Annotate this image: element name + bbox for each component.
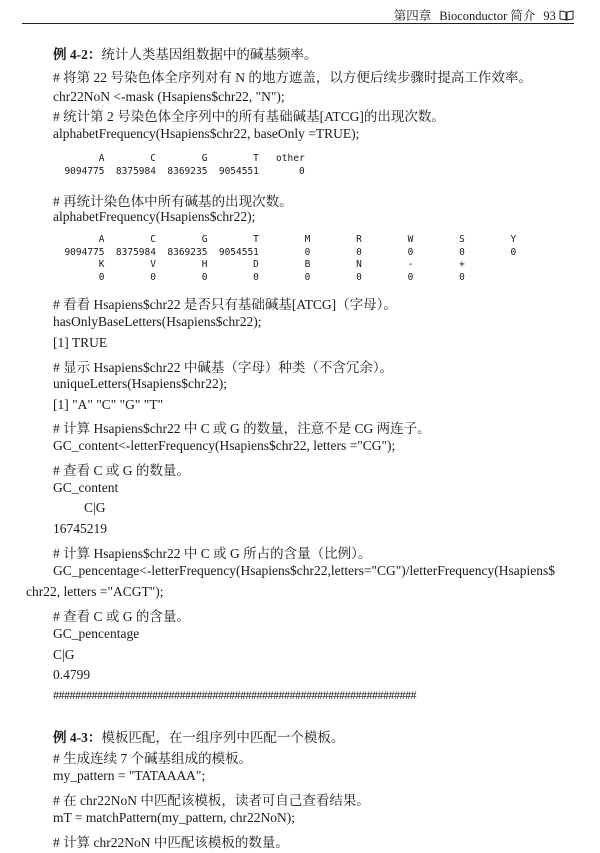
- code-comment: # 计算 Hsapiens$chr22 中 C 或 G 的数量，注意不是 CG 两连子。: [53, 421, 431, 436]
- code-comment: # 显示 Hsapiens$chr22 中碱基（字母）种类（不含冗余）。: [53, 360, 394, 375]
- code-line: my_pattern = "TATAAAA";: [53, 768, 206, 783]
- code-comment: # 查看 C 或 G 的数量。: [53, 463, 190, 478]
- freq-table-2-row: K V H D B N - +: [53, 259, 465, 270]
- code-comment: # 再统计染色体中所有碱基的出现次数。: [53, 194, 293, 209]
- code-line-continued: chr22, letters ="ACGT");: [26, 584, 164, 599]
- freq-table-1-values: 9094775 8375984 8369235 9054551 0: [53, 166, 305, 177]
- freq-table-2-row: A C G T M R W S Y: [53, 234, 517, 245]
- code-line: alphabetFrequency(Hsapiens$chr22);: [53, 209, 256, 224]
- code-line: uniqueLetters(Hsapiens$chr22);: [53, 376, 227, 391]
- code-output: 0.4799: [53, 667, 91, 682]
- code-output: [1] "A" "C" "G" "T": [53, 397, 164, 412]
- freq-table-2-row: 0 0 0 0 0 0 0 0: [53, 272, 465, 283]
- page-number: 93: [543, 9, 556, 23]
- code-line: GC_pencentage<-letterFrequency(Hsapiens$chr22,letters="CG")/letterFrequency(Hsapiens$: [53, 563, 555, 578]
- code-output-label: C|G: [53, 647, 75, 662]
- example-4-2-heading: [53, 43, 317, 63]
- code-line: mT = matchPattern(my_pattern, chr22NoN);: [53, 810, 296, 825]
- example-label: 例 4-3：: [53, 730, 102, 745]
- code-comment: # 生成连续 7 个碱基组成的模板。: [53, 751, 253, 766]
- code-line: GC_pencentage: [53, 626, 140, 641]
- chapter-title: Bioconductor 简介: [439, 9, 536, 23]
- code-line: GC_content<-letterFrequency(Hsapiens$chr22, letters ="CG");: [53, 438, 396, 453]
- chapter-label: 第四章: [393, 9, 432, 23]
- book-icon: [559, 10, 574, 21]
- freq-table-1-header: A C G T other: [53, 153, 305, 164]
- code-line: GC_content: [53, 480, 119, 495]
- code-comment: # 将第 22 号染色体全序列对有 N 的地方遮盖，以方便后续步骤时提高工作效率。: [53, 70, 532, 85]
- code-line: hasOnlyBaseLetters(Hsapiens$chr22);: [53, 314, 262, 329]
- code-comment: # 在 chr22NoN 中匹配该模板，读者可自己查看结果。: [53, 793, 370, 808]
- section-separator: ##################################################################: [53, 688, 416, 702]
- code-output: [1] TRUE: [53, 335, 108, 350]
- example-label: 例 4-2：: [53, 47, 102, 62]
- code-output: 16745219: [53, 521, 107, 536]
- freq-table-2-row: 9094775 8375984 8369235 9054551 0 0 0 0 0: [53, 247, 517, 258]
- code-output-label: C|G: [84, 500, 106, 515]
- code-comment: # 统计第 2 号染色体全序列中的所有基础碱基[ATCG]的出现次数。: [53, 109, 445, 124]
- code-line: alphabetFrequency(Hsapiens$chr22, baseOnly =TRUE);: [53, 126, 360, 141]
- code-comment: # 查看 C 或 G 的含量。: [53, 609, 190, 624]
- code-comment: # 计算 chr22NoN 中匹配该模板的数量。: [53, 835, 289, 850]
- example-description: 模板匹配，在一组序列中匹配一个模板。: [101, 730, 345, 745]
- code-comment: # 看看 Hsapiens$chr22 是否只有基础碱基[ATCG]（字母）。: [53, 297, 397, 312]
- running-header: [22, 6, 574, 22]
- header-rule: [22, 23, 574, 24]
- example-description: 统计人类基因组数据中的碱基频率。: [101, 47, 318, 62]
- example-4-3-heading: [53, 726, 344, 746]
- code-line: chr22NoN <-mask (Hsapiens$chr22, "N");: [53, 89, 285, 104]
- code-comment: # 计算 Hsapiens$chr22 中 C 或 G 所占的含量（比例）。: [53, 546, 372, 561]
